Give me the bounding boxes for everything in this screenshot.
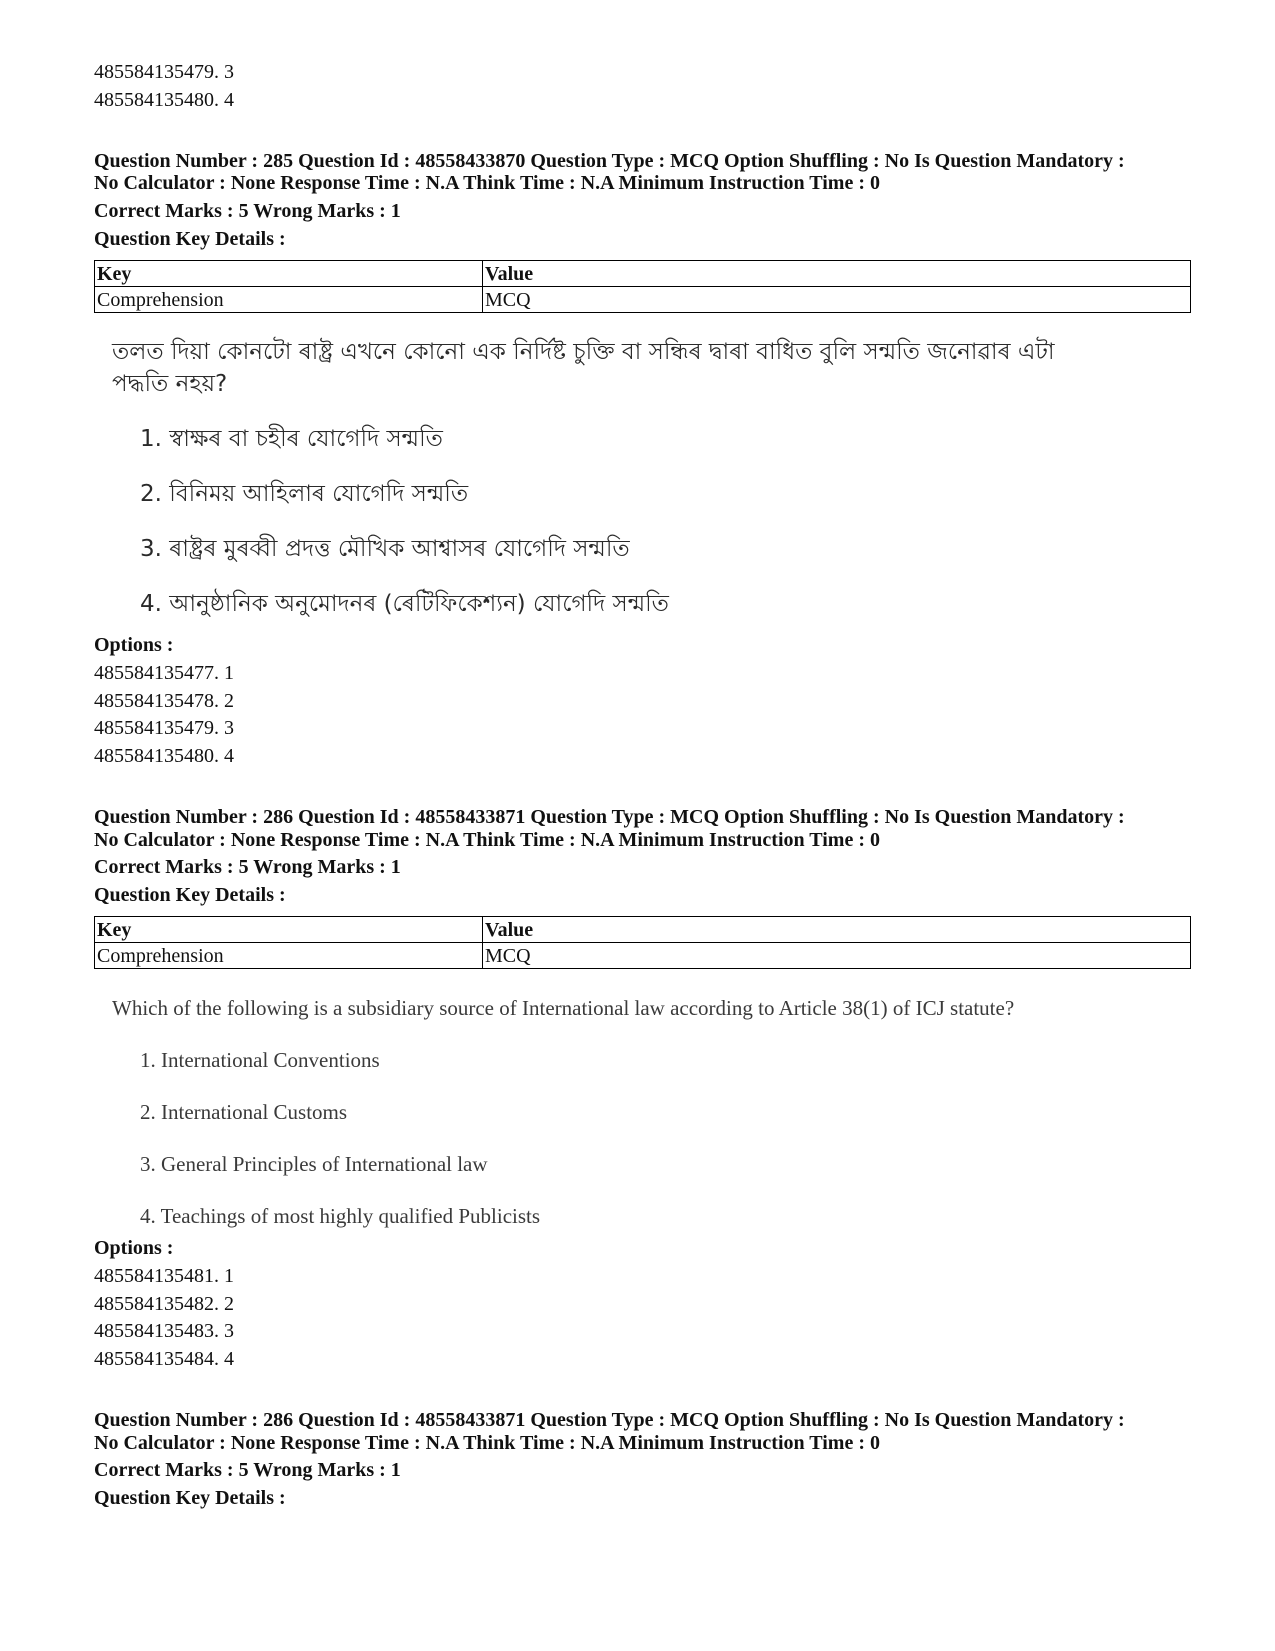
- table-header-value: Value: [483, 261, 1191, 287]
- choice-3: 3. ৰাষ্ট্ৰৰ মুৰব্বী প্ৰদত্ত মৌখিক আশ্বাসৰ যোগেদি সন্মতি: [140, 536, 630, 562]
- table-cell-key: Comprehension: [95, 943, 483, 969]
- options-label: Options :: [94, 1237, 174, 1259]
- choice-4: 4. Teachings of most highly qualified Publicists: [140, 1204, 541, 1228]
- choice-2: 2. বিনিময় আহিলাৰ যোগেদি সন্মতি: [140, 481, 469, 507]
- choice-2: 2. International Customs: [140, 1100, 348, 1124]
- option-line: 485584135479. 3: [94, 717, 234, 739]
- question-stem-line1: তলত দিয়া কোনটো ৰাষ্ট্ৰ এখনে কোনো এক নিৰ্দিষ্ট চুক্তি বা সন্ধিৰ দ্বাৰা বাধিত বুলি সন্মতি জনোৱাৰ এটা: [112, 339, 1055, 365]
- table-cell-value: MCQ: [483, 943, 1191, 969]
- option-line: 485584135483. 3: [94, 1320, 234, 1342]
- choice-4: 4. আনুষ্ঠানিক অনুমোদনৰ (ৰেটিফিকেশ্যন) যোগেদি সন্মতি: [140, 591, 669, 617]
- choice-3: 3. General Principles of International law: [140, 1152, 488, 1176]
- question-key-details-label: Question Key Details :: [94, 1487, 286, 1509]
- option-line: 485584135479. 3: [94, 61, 234, 83]
- question-key-table: [94, 260, 1191, 313]
- question-meta-line2: No Calculator : None Response Time : N.A Think Time : N.A Minimum Instruction Time : 0: [94, 829, 880, 851]
- question-meta-line1: Question Number : 286 Question Id : 48558433871 Question Type : MCQ Option Shuffling : No Is Question Mandatory :: [94, 806, 1125, 828]
- table-header-value: Value: [483, 917, 1191, 943]
- option-line: 485584135478. 2: [94, 690, 234, 712]
- choice-1: 1. International Conventions: [140, 1048, 380, 1072]
- option-line: 485584135480. 4: [94, 89, 234, 111]
- table-header-key: Key: [95, 261, 483, 287]
- question-key-table: [94, 916, 1191, 969]
- question-meta-line2: No Calculator : None Response Time : N.A Think Time : N.A Minimum Instruction Time : 0: [94, 172, 880, 194]
- question-meta-line2: No Calculator : None Response Time : N.A Think Time : N.A Minimum Instruction Time : 0: [94, 1432, 880, 1454]
- option-line: 485584135484. 4: [94, 1348, 234, 1370]
- question-key-details-label: Question Key Details :: [94, 884, 286, 906]
- question-marks: Correct Marks : 5 Wrong Marks : 1: [94, 1459, 401, 1481]
- question-stem: Which of the following is a subsidiary source of International law according to Article 38(1) of ICJ statute?: [112, 996, 1015, 1020]
- question-meta-line1: Question Number : 286 Question Id : 48558433871 Question Type : MCQ Option Shuffling : No Is Question Mandatory :: [94, 1409, 1125, 1431]
- table-cell-value: MCQ: [483, 287, 1191, 313]
- option-line: 485584135481. 1: [94, 1265, 234, 1287]
- question-marks: Correct Marks : 5 Wrong Marks : 1: [94, 200, 401, 222]
- option-line: 485584135477. 1: [94, 662, 234, 684]
- table-header-key: Key: [95, 917, 483, 943]
- option-line: 485584135480. 4: [94, 745, 234, 767]
- table-cell-key: Comprehension: [95, 287, 483, 313]
- question-key-details-label: Question Key Details :: [94, 228, 286, 250]
- choice-1: 1. স্বাক্ষৰ বা চহীৰ যোগেদি সন্মতি: [140, 426, 443, 452]
- question-meta-line1: Question Number : 285 Question Id : 48558433870 Question Type : MCQ Option Shuffling : No Is Question Mandatory :: [94, 150, 1125, 172]
- option-line: 485584135482. 2: [94, 1293, 234, 1315]
- options-label: Options :: [94, 634, 174, 656]
- question-stem-line2: পদ্ধতি নহয়?: [112, 371, 228, 397]
- question-marks: Correct Marks : 5 Wrong Marks : 1: [94, 856, 401, 878]
